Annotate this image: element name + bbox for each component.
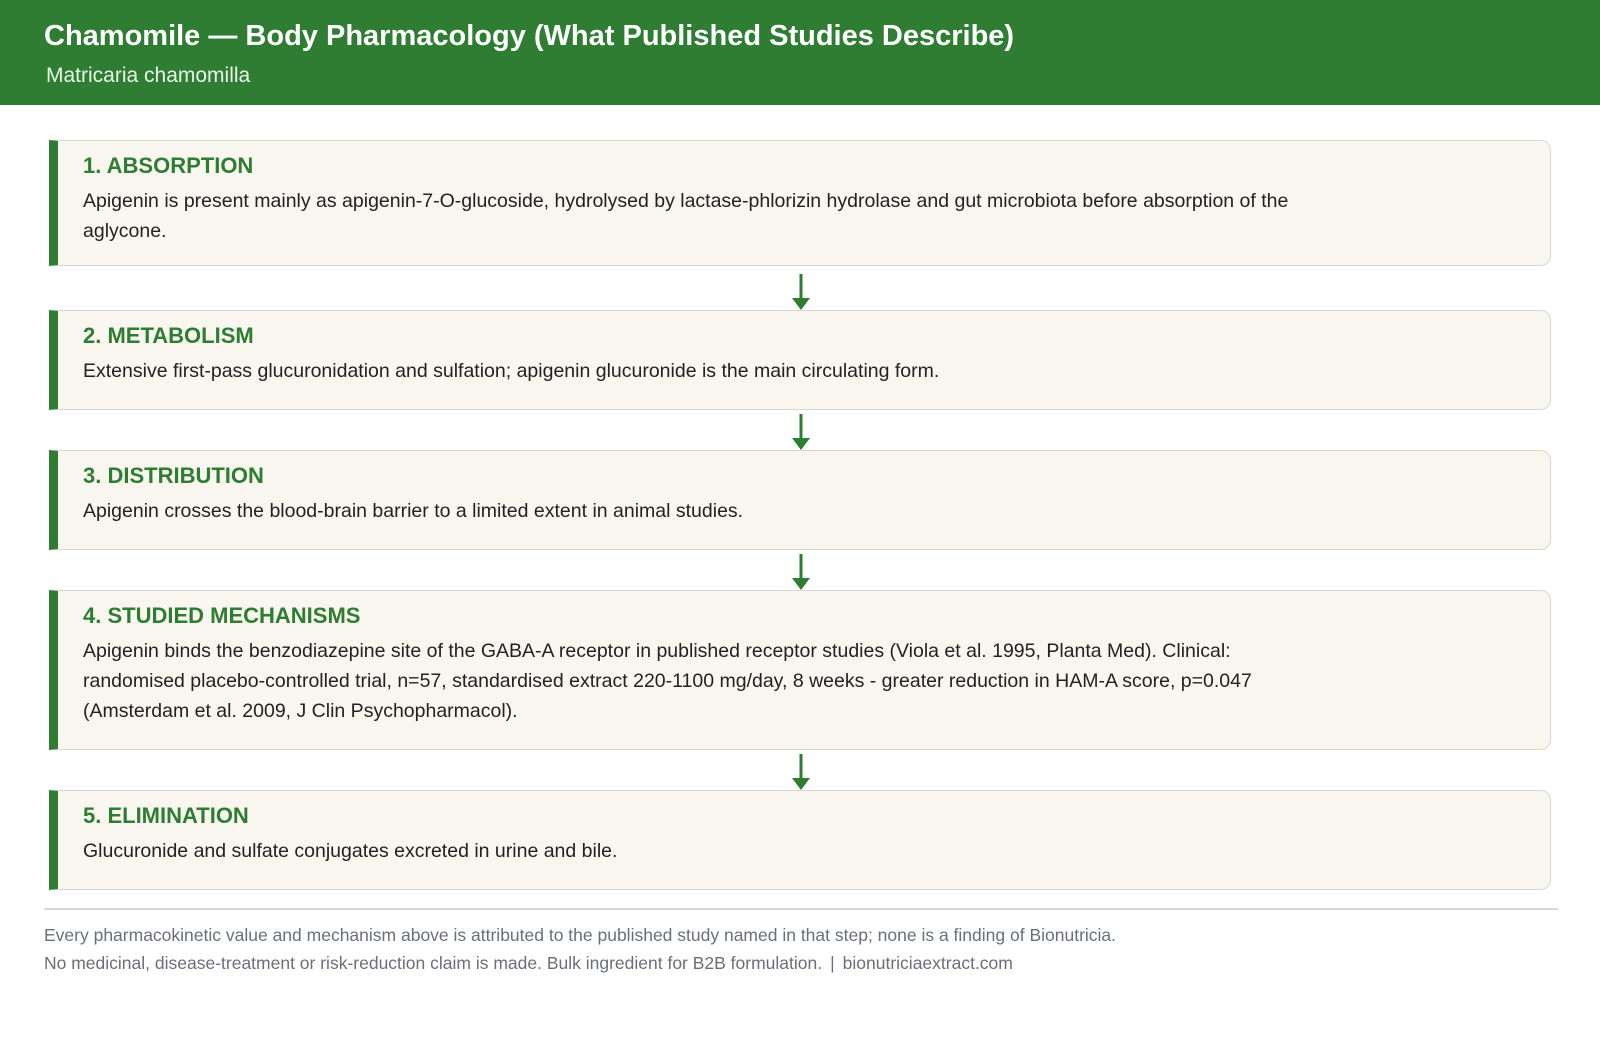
step-card-distribution [49,450,1551,550]
footer-divider [44,908,1558,910]
step-description: Glucuronide and sulfate conjugates excreted in urine and bile. [83,840,618,862]
footer-line-attribution: Every pharmacokinetic value and mechanism above is attributed to the published study named in that step; none is a finding of Bionutricia. [44,925,1117,945]
step-card-absorption [49,140,1551,266]
arrow-down-icon [791,754,811,790]
step-description: Apigenin crosses the blood-brain barrier to a limited extent in animal studies. [83,500,744,522]
footer-website-link[interactable]: bionutriciaextract.com [842,953,1013,973]
step-title: 2. METABOLISM [83,323,254,348]
arrow-down-icon [791,554,811,590]
step-card-studied-mechanisms [49,590,1551,750]
footer-line-claims [44,949,1544,977]
step-description: Extensive first-pass glucuronidation and sulfation; apigenin glucuronide is the main circulating form. [83,360,940,382]
step-description: Apigenin binds the benzodiazepine site of the GABA-A receptor in published receptor studies (Viola et al. 1995, Planta Med). Clinical: randomised placebo-controlled trial, n=57, standardised extract 220-1100 mg/day, 8 weeks - greater reduction in HAM-A score, p=0.047 (Amsterdam et al. 2009, J Clin Psychopharmacol). [83,640,1252,722]
page-title: Chamomile — Body Pharmacology (What Published Studies Describe) [44,20,1015,52]
arrow-down-icon [791,414,811,450]
step-title: 4. STUDIED MECHANISMS [83,603,361,628]
footer-separator: | [830,953,835,973]
step-card-elimination [49,790,1551,890]
step-description: Apigenin is present mainly as apigenin-7-O-glucoside, hydrolysed by lactase-phlorizin hydrolase and gut microbiota before absorption of the aglycone. [83,190,1289,242]
footer-claims-text: No medicinal, disease-treatment or risk-reduction claim is made. Bulk ingredient for B2B formulation. [44,953,823,973]
footer-disclaimer [44,921,1544,977]
step-title: 1. ABSORPTION [83,153,254,178]
step-card-metabolism [49,310,1551,410]
page-subtitle: Matricaria chamomilla [46,64,251,87]
step-title: 5. ELIMINATION [83,803,249,828]
page-header [0,0,1600,105]
step-title: 3. DISTRIBUTION [83,463,264,488]
arrow-down-icon [791,274,811,310]
